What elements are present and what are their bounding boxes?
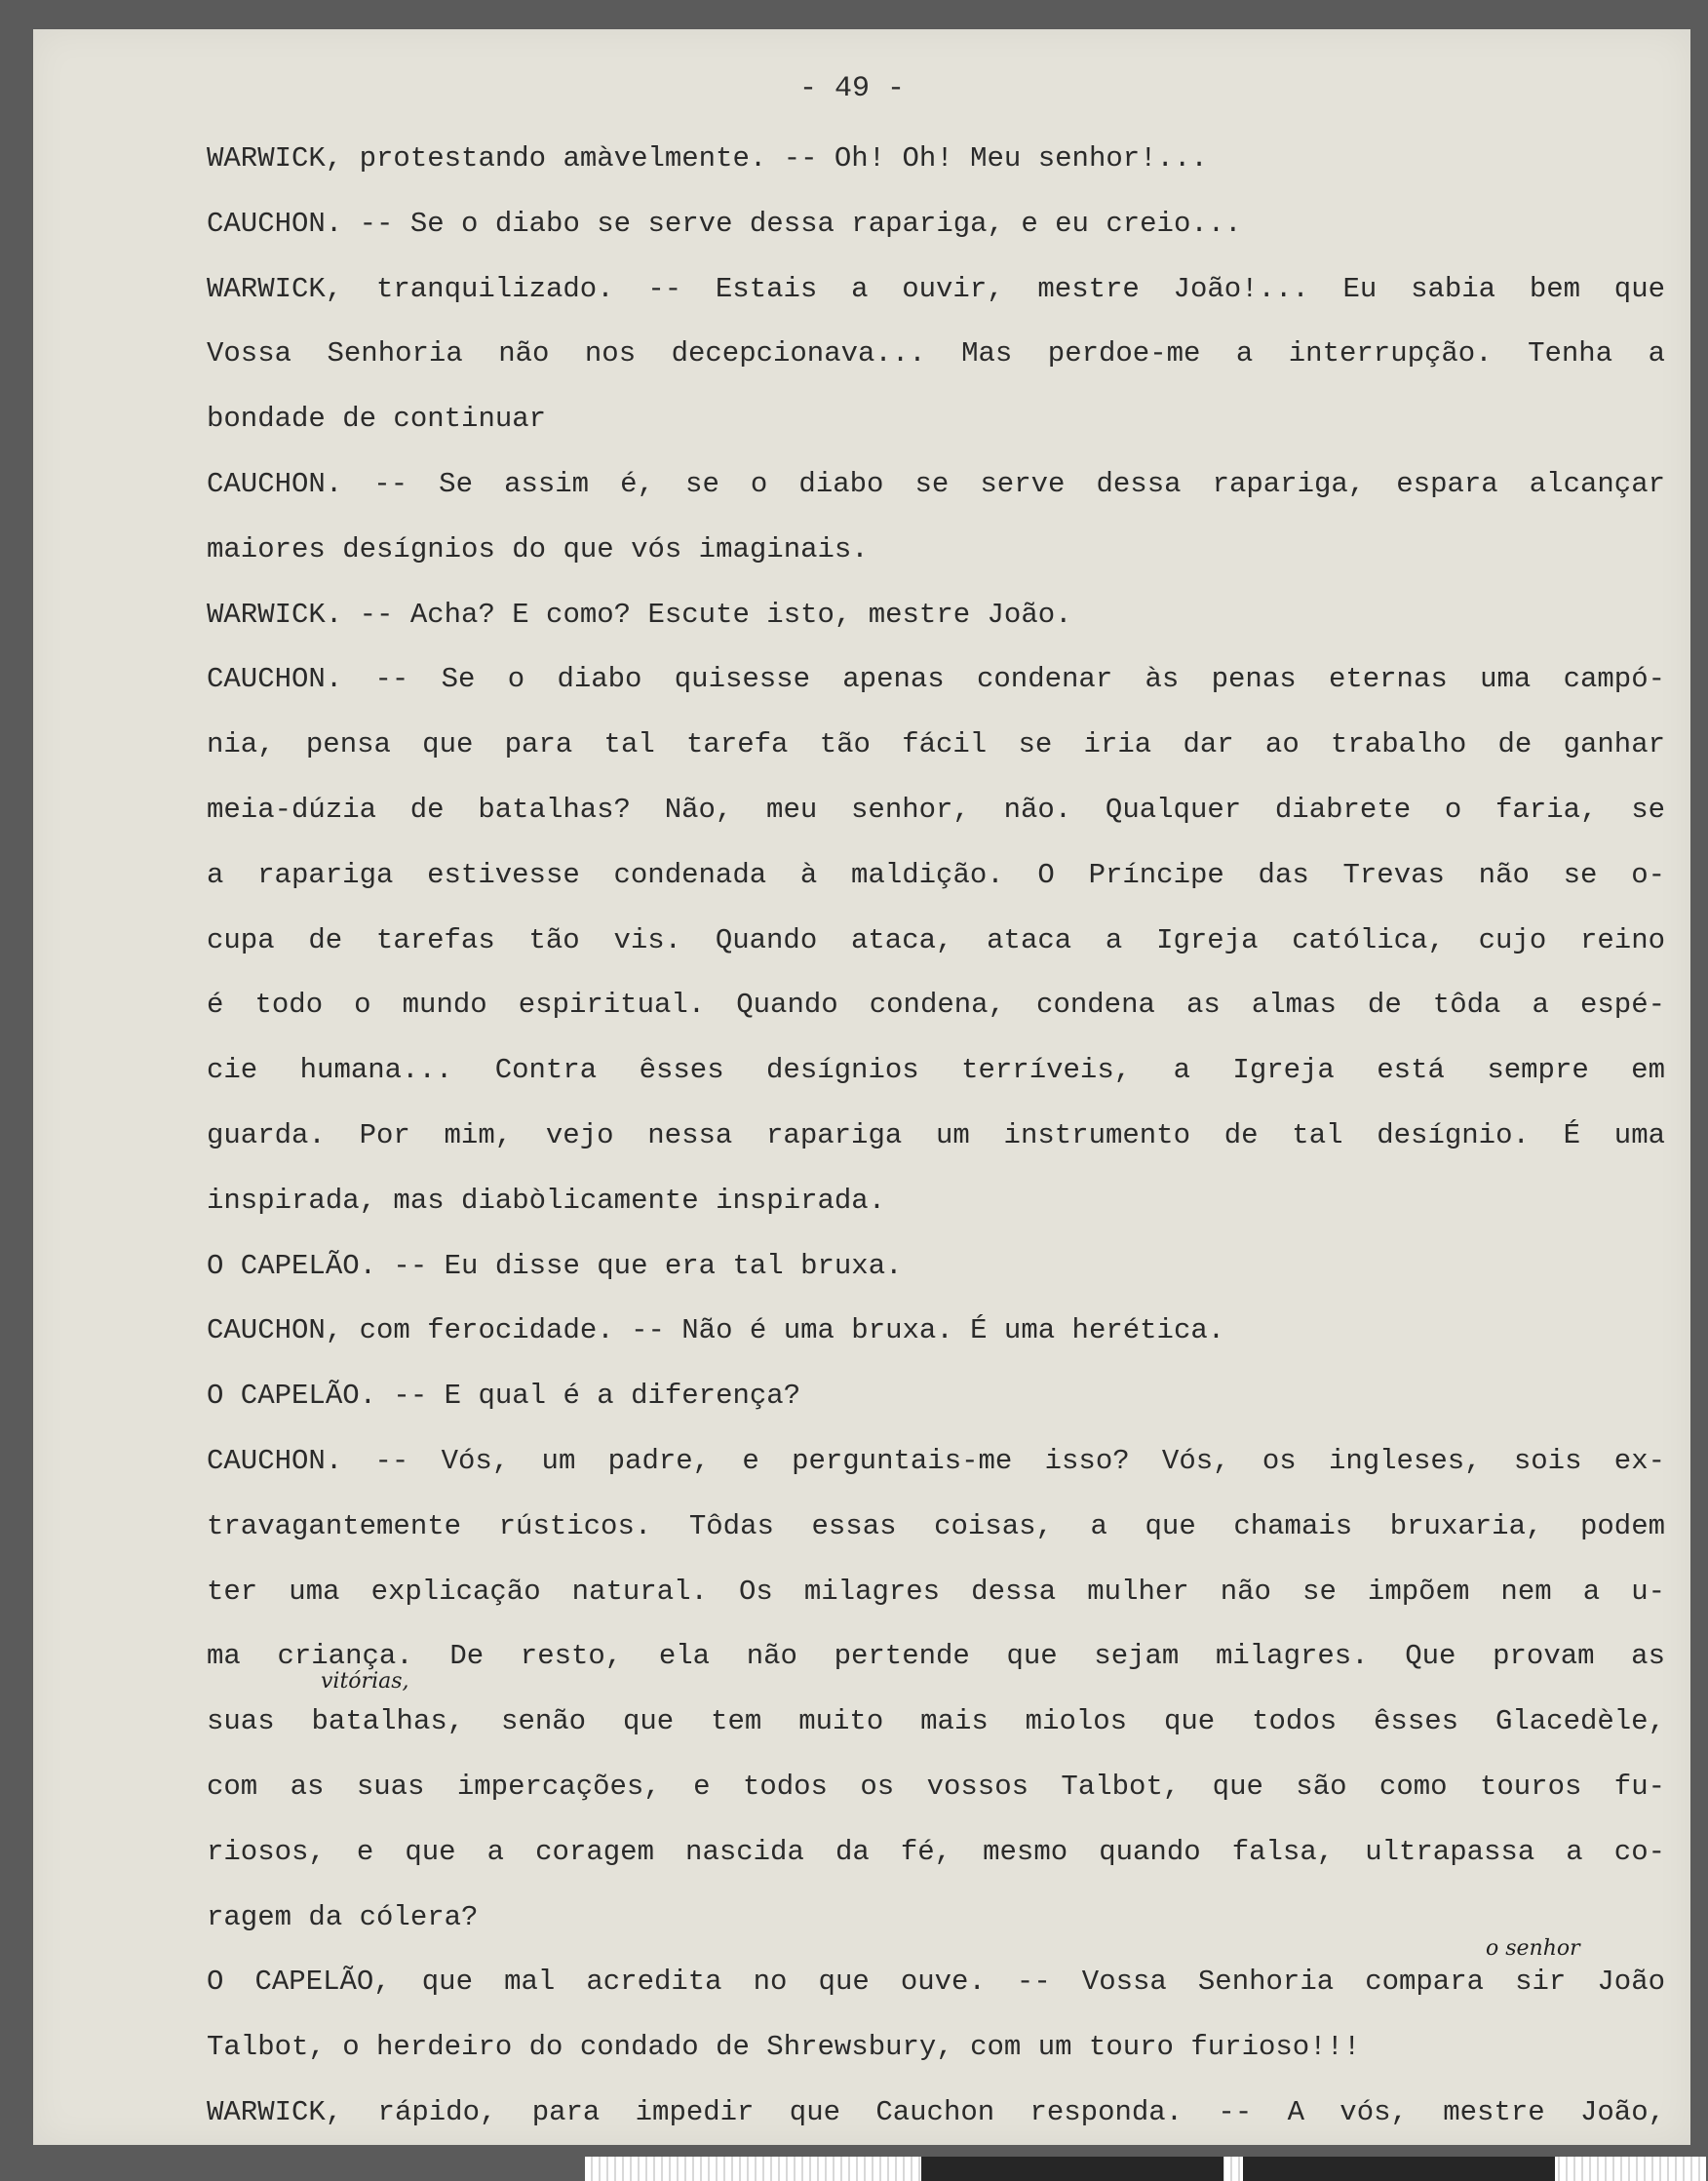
- script-line: O CAPELÃO, que mal acredita no que ouve. -- Vossa Senhoria compara sir João: [207, 1966, 1665, 1999]
- script-line: é todo o mundo espiritual. Quando condena, condena as almas de tôda a espé-: [207, 989, 1665, 1022]
- script-line: travagantemente rústicos. Tôdas essas coisas, a que chamais bruxaria, podem: [207, 1509, 1665, 1542]
- script-line: Vossa Senhoria não nos decepcionava... Mas perdoe-me a interrupção. Tenha a: [207, 337, 1665, 370]
- script-line: bondade de continuar: [207, 403, 547, 436]
- script-line: ter uma explicação natural. Os milagres dessa mulher não se impõem nem a u-: [207, 1575, 1665, 1608]
- typescript-page: [33, 29, 1690, 2145]
- script-line: O CAPELÃO. -- Eu disse que era tal bruxa.: [207, 1249, 903, 1282]
- ruler-marker: [1243, 2157, 1555, 2181]
- script-line: com as suas impercações, e todos os vossos Talbot, que são como touros fu-: [207, 1770, 1665, 1803]
- script-line: CAUCHON. -- Se o diabo quisesse apenas condenar às penas eternas uma campó-: [207, 663, 1665, 696]
- script-line: suas batalhas, senão que tem muito mais miolos que todos êsses Glacedèle,: [207, 1705, 1665, 1738]
- script-line: CAUCHON. -- Se o diabo se serve dessa rapariga, e eu creio...: [207, 207, 1242, 240]
- script-line: nia, pensa que para tal tarefa tão fácil se iria dar ao trabalho de ganhar: [207, 728, 1665, 761]
- script-line: cupa de tarefas tão vis. Quando ataca, ataca a Igreja católica, cujo reino: [207, 923, 1665, 956]
- script-line: ma criança. De resto, ela não pertende que sejam milagres. Que provam as: [207, 1640, 1665, 1673]
- script-line: meia-dúzia de batalhas? Não, meu senhor, não. Qualquer diabrete o faria, se: [207, 793, 1665, 826]
- script-line: riosos, e que a coragem nascida da fé, mesmo quando falsa, ultrapassa a co-: [207, 1835, 1665, 1868]
- ruler-marker: [921, 2157, 1223, 2181]
- script-line: WARWICK, tranquilizado. -- Estais a ouvir, mestre João!... Eu sabia bem que: [207, 272, 1665, 305]
- script-line: Talbot, o herdeiro do condado de Shrewsbury, com um touro furioso!!!: [207, 2031, 1361, 2064]
- script-line: cie humana... Contra êsses desígnios terríveis, a Igreja está sempre em: [207, 1054, 1665, 1087]
- script-line: inspirada, mas diabòlicamente inspirada.: [207, 1184, 886, 1217]
- script-line: CAUCHON. -- Se assim é, se o diabo se serve dessa rapariga, espara alcançar: [207, 467, 1665, 500]
- handwritten-annotation: vitórias,: [321, 1669, 409, 1694]
- script-line: ragem da cólera?: [207, 1900, 479, 1933]
- play-script: [207, 127, 1708, 2146]
- script-line: CAUCHON, com ferocidade. -- Não é uma bruxa. É uma herética.: [207, 1314, 1225, 1347]
- page-number: - 49 -: [798, 72, 906, 105]
- script-line: O CAPELÃO. -- E qual é a diferença?: [207, 1380, 801, 1413]
- script-line: CAUCHON. -- Vós, um padre, e perguntais-me isso? Vós, os ingleses, sois ex-: [207, 1444, 1665, 1477]
- handwritten-annotation: o senhor: [1486, 1936, 1580, 1961]
- script-line: WARWICK, protestando amàvelmente. -- Oh! Oh! Meu senhor!...: [207, 142, 1208, 175]
- script-line: maiores desígnios do que vós imaginais.: [207, 532, 869, 565]
- script-line: WARWICK. -- Acha? E como? Escute isto, mestre João.: [207, 598, 1072, 631]
- script-line: guarda. Por mim, vejo nessa rapariga um instrumento de tal desígnio. É uma: [207, 1118, 1665, 1151]
- script-line: a rapariga estivesse condenada à maldição. O Príncipe das Trevas não se o-: [207, 858, 1665, 891]
- script-line: WARWICK, rápido, para impedir que Cauchon responda. -- A vós, mestre João,: [207, 2095, 1665, 2128]
